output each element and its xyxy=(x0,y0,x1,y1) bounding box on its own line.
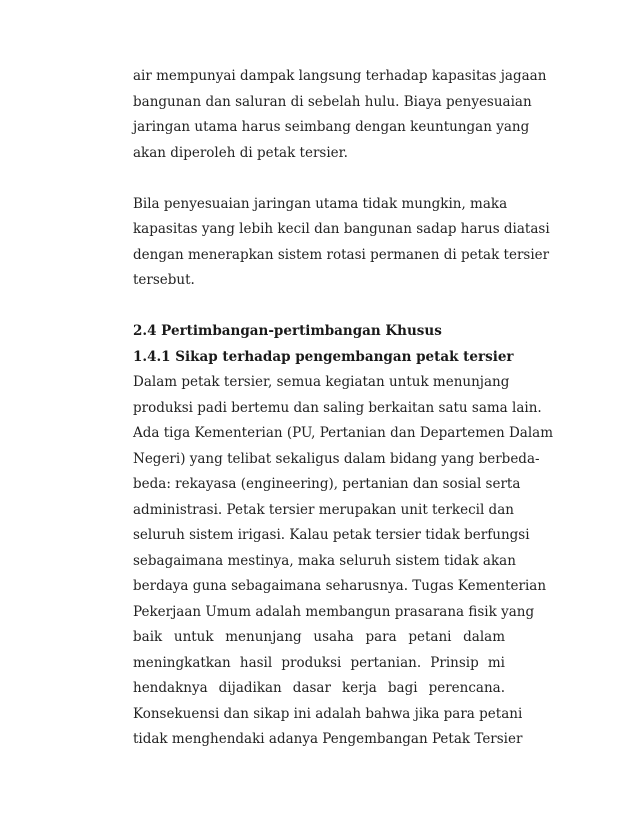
text-line: produksi padi bertemu dan saling berkaitan satu sama lain. xyxy=(133,399,542,416)
text-line: kapasitas yang lebih kecil dan bangunan sadap harus diatasi xyxy=(133,221,550,237)
page-content xyxy=(133,64,554,753)
text-line: sebagaimana mestinya, maka seluruh sistem tidak akan xyxy=(133,552,516,569)
section-heading: 2.4 Pertimbangan-pertimbangan Khusus xyxy=(133,323,442,339)
text-line: administrasi. Petak tersier merupakan unit terkecil dan xyxy=(133,501,514,518)
paragraph xyxy=(133,64,547,166)
paragraph xyxy=(133,192,550,294)
text-line: akan diperoleh di petak tersier. xyxy=(133,144,348,161)
text-line: Konsekuensi dan sikap ini adalah bahwa jika para petani xyxy=(133,705,523,722)
text-line: tidak menghendaki adanya Pengembangan Petak Tersier xyxy=(133,731,523,747)
text-line: Negeri) yang telibat sekaligus dalam bidang yang berbeda- xyxy=(133,450,540,467)
text-line: air mempunyai dampak langsung terhadap kapasitas jagaan xyxy=(133,68,547,84)
text-line: Dalam petak tersier, semua kegiatan untuk menunjang xyxy=(133,374,510,390)
text-line: Ada tiga Kementerian (PU, Pertanian dan Departemen Dalam xyxy=(133,425,554,441)
text-line: berdaya guna sebagaimana seharusnya. Tugas Kementerian xyxy=(133,578,547,594)
paragraph xyxy=(133,370,554,753)
subsection-heading: 1.4.1 Sikap terhadap pengembangan petak tersier xyxy=(133,348,514,365)
paragraph-spacer xyxy=(133,166,505,192)
text-line: hendaknya dijadikan dasar kerja bagi perencana. xyxy=(133,680,505,696)
text-line: tersebut. xyxy=(133,272,195,288)
text-line: meningkatkan hasil produksi pertanian. Prinsip mi xyxy=(133,654,505,671)
text-line: Pekerjaan Umum adalah membangun prasarana fisik yang xyxy=(133,603,535,620)
text-line: dengan menerapkan sistem rotasi permanen di petak tersier xyxy=(133,246,550,263)
text-line: jaringan utama harus seimbang dengan keuntungan yang xyxy=(133,119,530,135)
text-line: Bila penyesuaian jaringan utama tidak mungkin, maka xyxy=(133,195,508,212)
text-line: beda: rekayasa (engineering), pertanian dan sosial serta xyxy=(133,476,521,492)
text-line: baik untuk menunjang usaha para petani dalam xyxy=(133,629,505,645)
text-line: bangunan dan saluran di sebelah hulu. Biaya penyesuaian xyxy=(133,93,532,110)
text-line: seluruh sistem irigasi. Kalau petak tersier tidak berfungsi xyxy=(133,527,530,543)
paragraph-spacer xyxy=(133,294,505,320)
